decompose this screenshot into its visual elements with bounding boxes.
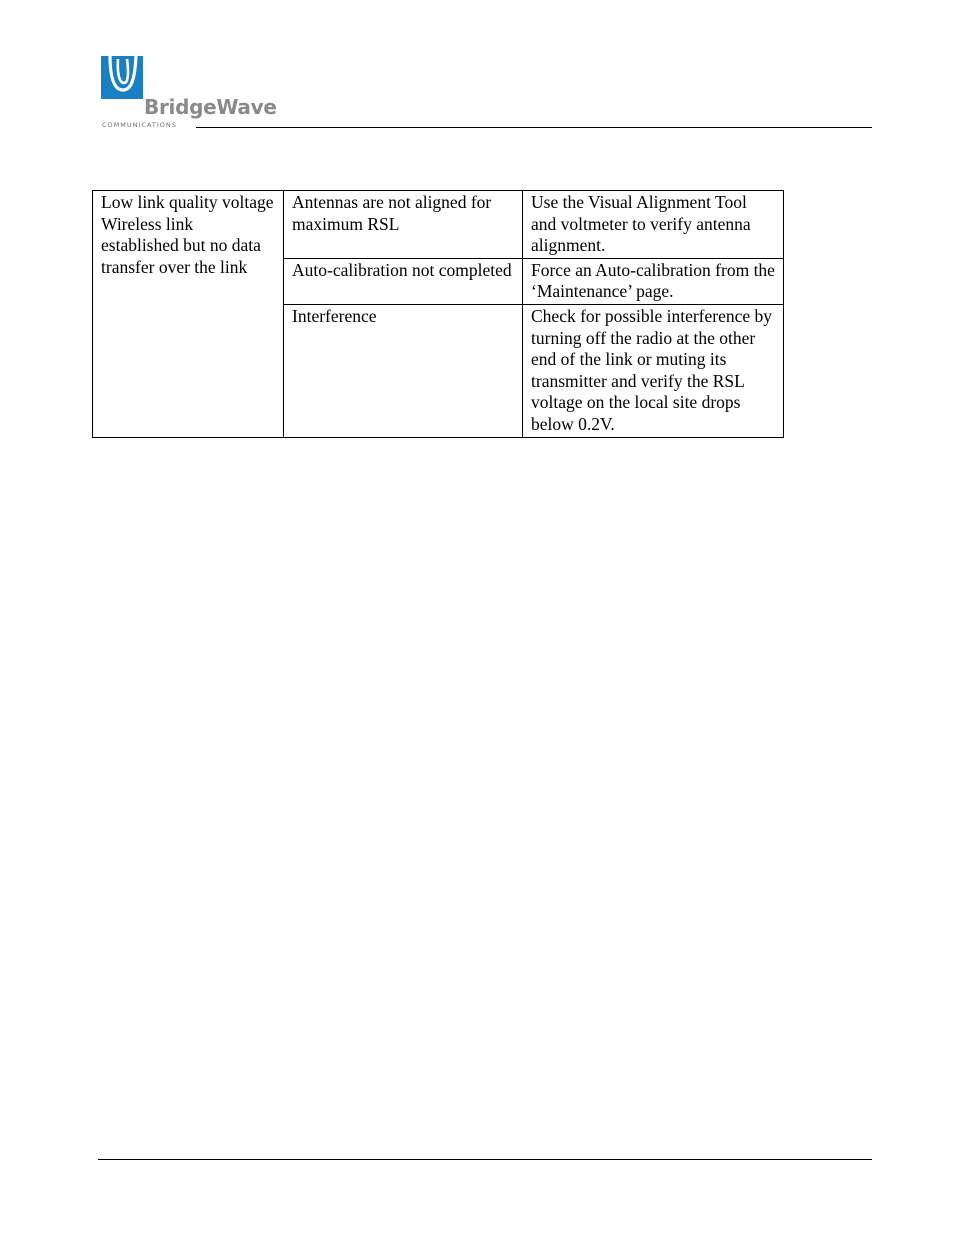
action-cell: Use the Visual Alignment Tool and voltmeter to verify antenna alignment. — [523, 191, 784, 259]
action-cell: Force an Auto-calibration from the ‘Maintenance’ page. — [523, 258, 784, 304]
symptom-line: Wireless link established but no data transfer over the link — [101, 213, 261, 277]
cause-cell: Antennas are not aligned for maximum RSL — [284, 191, 523, 259]
cause-cell: Interference — [284, 304, 523, 437]
header-divider — [196, 127, 872, 128]
logo-company-name: BridgeWave — [144, 95, 277, 119]
company-logo — [100, 55, 277, 131]
footer-divider — [98, 1159, 872, 1160]
cause-cell: Auto-calibration not completed — [284, 258, 523, 304]
logo-company-subtitle: COMMUNICATIONS — [102, 121, 177, 129]
troubleshooting-table — [92, 190, 784, 438]
bridgewave-logo-icon — [101, 56, 143, 99]
action-cell: Check for possible interference by turning off the radio at the other end of the link or muting its transmitter and verify the RSL voltage on the local site drops below 0.2V. — [523, 304, 784, 437]
symptom-cell — [93, 191, 284, 438]
symptom-line: Low link quality voltage — [101, 192, 274, 212]
table-row — [93, 191, 784, 259]
